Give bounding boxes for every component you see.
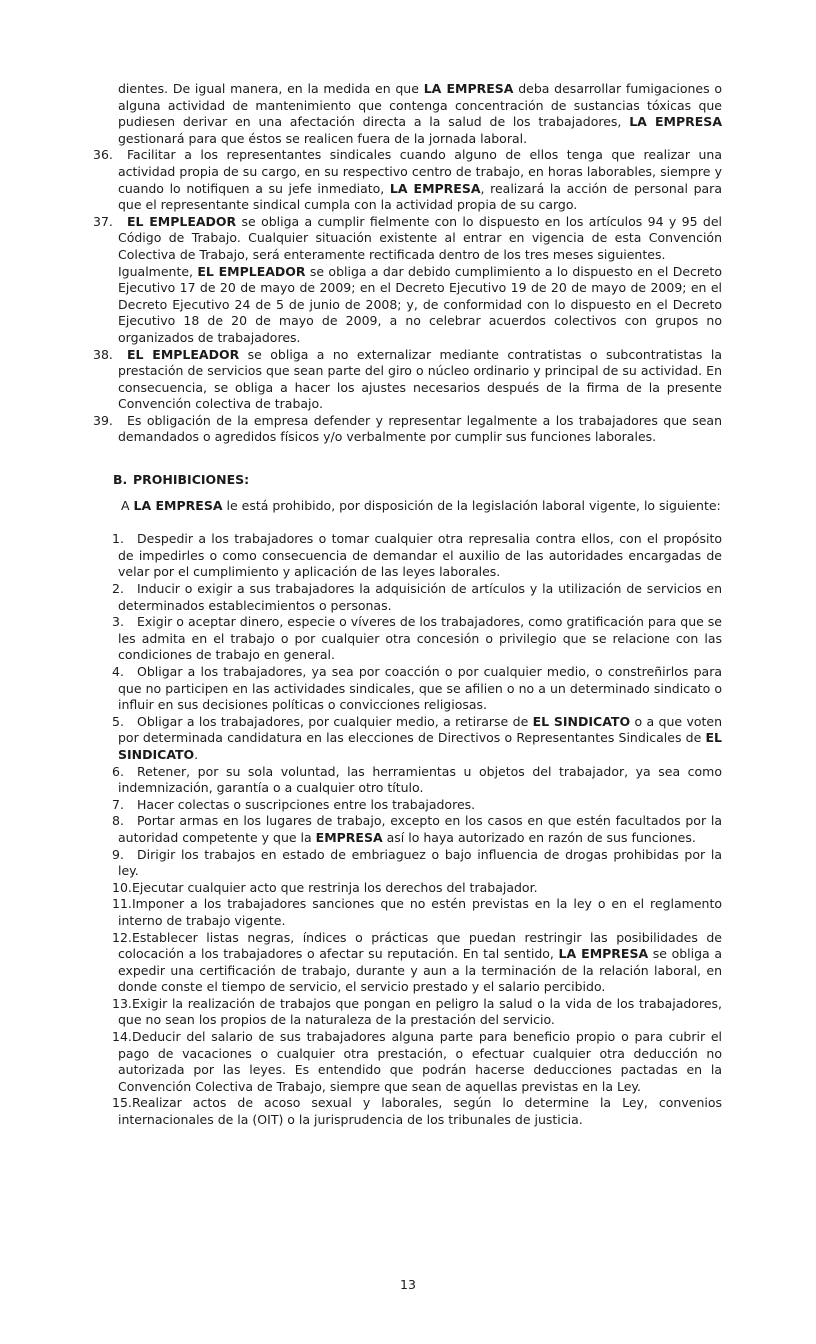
text-run: dientes. De igual manera, en la medida en que [118, 81, 424, 96]
text-run: Exigir o aceptar dinero, especie o víveres de los trabajadores, como gratificación para que se les admita en el trabajo o por cualquier otra concesión o privilegio que se relacione con las condiciones de trabajo en general. [118, 614, 722, 663]
text-run: EL EMPLEADOR [127, 213, 237, 229]
list-item-number: 6. [112, 763, 124, 779]
text-run: Deducir del salario de sus trabajadores alguna parte para beneficio propio o para cubrir el pago de vacaciones o cualquier otra prestación, o efectuar cualquier otra deducción no autorizada por las leyes. Es entendido que podrán hacerse deducciones pactadas en la Convención Colectiva de Trabajo, siempre que sean de aquellas previstas en la Ley. [118, 1029, 722, 1094]
list-item [112, 763, 722, 797]
text-run: EMPRESA [315, 829, 383, 845]
list-item-number: 1. [112, 531, 124, 547]
list-item-number: 37. [93, 213, 113, 229]
text-run: A [121, 497, 134, 513]
paragraph [118, 214, 722, 264]
text-run: deba desarrollar fumigaciones o alguna actividad de mantenimiento que contenga concentración de sustancias tóxicas que pudiesen derivar en una afectación directa a la salud de los trabajadores, [118, 81, 723, 130]
list-item [112, 1029, 722, 1095]
text-run: EL EMPLEADOR [127, 346, 240, 362]
text-run: le está prohibido, por disposición de la legislación laboral vigente, lo siguiente: [222, 497, 721, 513]
text-run: Hacer colectas o suscripciones entre los trabajadores. [137, 796, 476, 812]
list-item-number: 12. [112, 929, 132, 945]
section-title: PROHIBICIONES: [133, 472, 250, 488]
paragraph [118, 581, 722, 614]
text-run: se obliga a expedir una certificación de trabajo, durante y aun a la terminación de la relación laboral, en donde conste el tiempo de servicio, el servicio prestado y el salario percibido. [118, 946, 722, 995]
text-run: se obliga a cumplir fielmente con lo dispuesto en los artículos 94 y 95 del Código de Trabajo. Cualquier situación existente al entrar en vigencia de esta Convención Colectiva de Trabajo, será enteramente rectificada dentro de los tres meses siguientes. [118, 213, 722, 262]
document-body [93, 81, 723, 1129]
text-run: Retener, por su sola voluntad, las herramientas u objetos del trabajador, ya sea como indemnización, garantía o a cualquier otro título. [118, 763, 722, 796]
list-item-number: 38. [93, 346, 113, 362]
list-item-number: 13. [112, 995, 132, 1011]
section-b-header [113, 472, 722, 489]
list-item [118, 81, 722, 147]
paragraph [118, 264, 722, 347]
text-run: Obligar a los trabajadores, ya sea por coacción o por cualquier medio, o constreñirlos para que no participen en las actividades sindicales, que se afilien o no a un determinado sindicato o influir en sus decisiones políticas o convicciones religiosas. [118, 664, 722, 713]
paragraph [118, 413, 722, 446]
list-item [112, 846, 722, 880]
prohibitions-list [112, 531, 723, 1128]
paragraph [118, 1029, 722, 1095]
text-run: LA EMPRESA [389, 180, 481, 196]
paragraph [118, 896, 722, 929]
paragraph [118, 813, 722, 846]
list-item [112, 581, 722, 614]
obligations-list [93, 81, 723, 446]
text-run: Dirigir los trabajos en estado de embriaguez o bajo influencia de drogas prohibidas por la ley. [118, 846, 722, 879]
list-item-number: 10. [112, 879, 132, 895]
paragraph [118, 531, 722, 581]
text-run: así lo haya autorizado en razón de sus funciones. [382, 829, 696, 845]
text-run: Obligar a los trabajadores, por cualquier medio, a retirarse de [137, 713, 533, 729]
list-item [112, 531, 722, 581]
list-item [93, 412, 722, 446]
text-run: LA EMPRESA [133, 497, 223, 513]
paragraph [118, 347, 722, 413]
text-run: EL SINDICATO [118, 730, 722, 762]
list-item [112, 929, 722, 996]
text-run: se obliga a no externalizar mediante contratistas o subcontratistas la prestación de servicios que sean parte del giro o núcleo ordinario y principal de su actividad. En consecuencia, se obliga a hacer los ajustes necesarios después de la firma de la presente Convención colectiva de trabajo. [118, 346, 722, 412]
paragraph [118, 147, 722, 213]
text-run: EL EMPLEADOR [197, 263, 306, 279]
text-run: Ejecutar cualquier acto que restrinja los derechos del trabajador. [132, 879, 538, 895]
list-item-number: 3. [112, 614, 124, 630]
text-run: LA EMPRESA [629, 114, 722, 130]
text-run: Exigir la realización de trabajos que pongan en peligro la salud o la vida de los trabajadores, que no sean los propios de la naturaleza de la prestación del servicio. [118, 995, 722, 1028]
paragraph [118, 996, 722, 1029]
page-number: 13 [400, 1277, 416, 1292]
paragraph [118, 764, 722, 797]
list-item [112, 1095, 722, 1128]
list-item [112, 995, 722, 1029]
paragraph [118, 714, 722, 764]
list-item-number: 9. [112, 846, 124, 862]
text-run: se obliga a dar debido cumplimiento a lo dispuesto en el Decreto Ejecutivo 17 de 20 de mayo de 2009; en el Decreto Ejecutivo 19 de 20 de mayo de 2009; en el Decreto Ejecutivo 24 de 5 de junio de 2008; y, de conformidad con lo dispuesto en el Decreto Ejecutivo 18 de 20 de mayo de 2009, a no celebrar acuerdos colectivos con grupos no organizados de trabajadores. [118, 263, 722, 345]
list-item-number: 4. [112, 664, 124, 679]
paragraph [118, 1095, 722, 1128]
text-run: Es obligación de la empresa defender y representar legalmente a los trabajadores que sean demandados o agredidos físicos y/o verbalmente por cumplir sus funciones laborales. [118, 412, 722, 445]
list-item-number: 14. [112, 1029, 132, 1045]
text-run: Despedir a los trabajadores o tomar cualquier otra represalia contra ellos, con el propósito de impedirles o como consecuencia de demandar el auxilio de las autoridades encargadas de velar por el cumplimiento y aplicación de las leyes laborales. [118, 531, 722, 580]
text-run: o a que voten por determinada candidatura en las elecciones de Directivos o Representantes Sindicales de [118, 713, 723, 746]
paragraph [118, 847, 722, 880]
paragraph [118, 614, 722, 664]
text-run: gestionará para que éstos se realicen fuera de la jornada laboral. [118, 130, 528, 146]
list-item [112, 813, 722, 846]
paragraph [118, 880, 722, 897]
text-run: LA EMPRESA [558, 946, 649, 962]
text-run: Realizar actos de acoso sexual y laborales, según lo determine la Ley, convenios internacionales de la (OIT) o la jurisprudencia de los tribunales de justicia. [118, 1095, 722, 1128]
paragraph [118, 797, 722, 814]
text-run: , realizará la acción de personal para que el representante sindical cumpla con la actividad propia de su cargo. [118, 180, 722, 213]
text-run: Facilitar a los representantes sindicales cuando alguno de ellos tenga que realizar una actividad propia de su cargo, en su respectivo centro de trabajo, en horas laborables, siempre y cuando lo notifiquen a su jefe inmediato, [118, 147, 722, 196]
text-run: EL SINDICATO [532, 713, 631, 729]
list-item [112, 664, 722, 714]
section-letter: B. [113, 472, 128, 488]
list-item-number: 7. [112, 796, 124, 812]
text-run: . [194, 746, 199, 762]
text-run: Portar armas en los lugares de trabajo, excepto en los casos en que estén facultados por la autoridad competente y que la [118, 813, 722, 845]
list-item-number: 2. [112, 581, 124, 597]
list-item [112, 796, 722, 814]
text-run: Igualmente, [118, 263, 198, 279]
text-run: Imponer a los trabajadores sanciones que no estén previstas en la ley o en el reglamento interno de trabajo vigente. [118, 896, 722, 928]
list-item [93, 147, 722, 213]
list-item-number: 36. [93, 147, 113, 163]
paragraph [118, 81, 722, 147]
list-item [112, 713, 723, 764]
section-intro [114, 498, 722, 515]
list-item-number: 8. [112, 813, 124, 829]
list-item-number: 5. [112, 713, 124, 729]
list-item [112, 879, 722, 897]
text-run: LA EMPRESA [423, 81, 514, 96]
paragraph [118, 664, 722, 714]
list-item-number: 11. [112, 896, 132, 912]
text-run: Establecer listas negras, índices o prácticas que puedan restringir las posibilidades de colocación a los trabajadores o afectar su reputación. En tal sentido, [118, 929, 722, 962]
list-item [112, 614, 722, 664]
list-item-number: 39. [93, 412, 113, 428]
paragraph [118, 930, 722, 996]
list-item-number: 15. [112, 1095, 132, 1111]
list-item [93, 346, 722, 413]
text-run: Inducir o exigir a sus trabajadores la adquisición de artículos y la utilización de servicios en determinados establecimientos o personas. [118, 581, 722, 613]
list-item [112, 896, 722, 929]
list-item [93, 213, 722, 347]
